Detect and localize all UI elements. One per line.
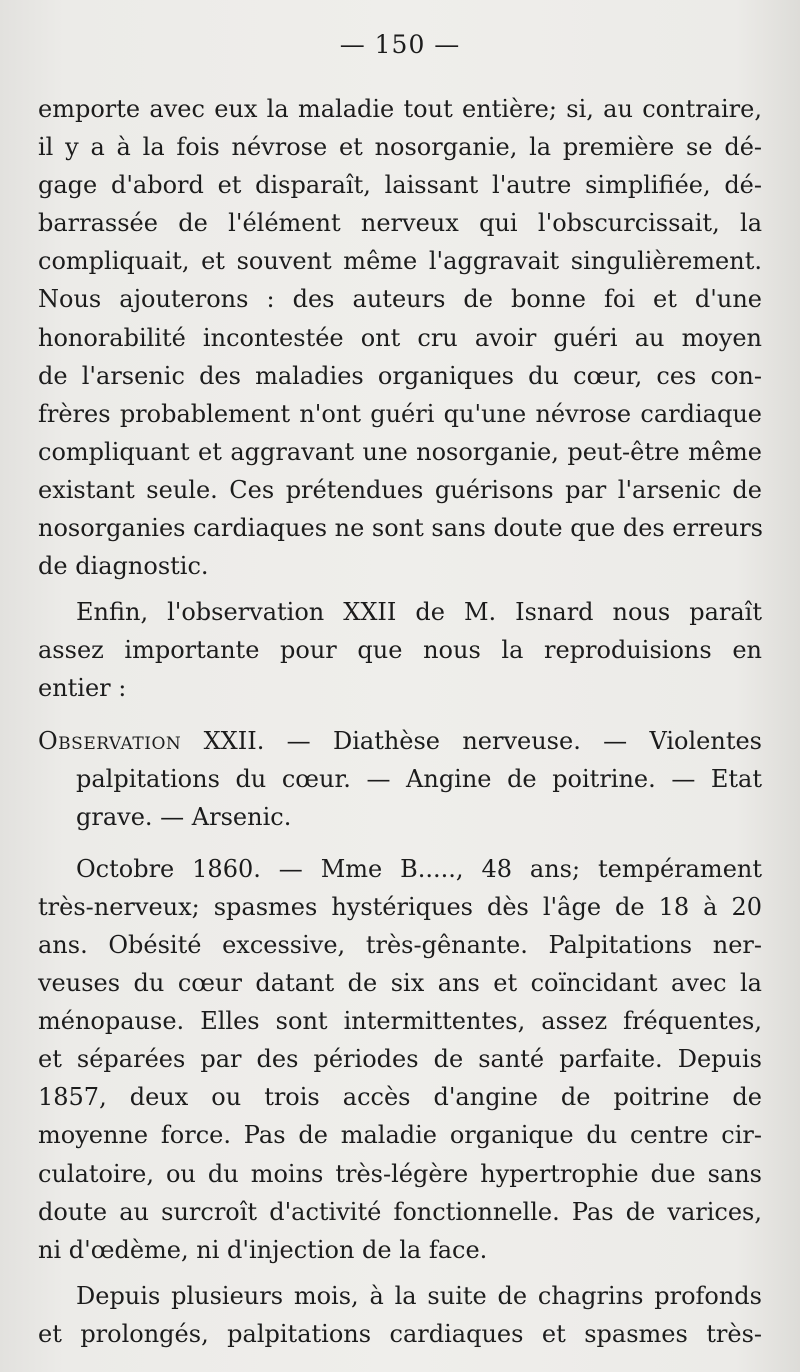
text-line: culatoire, ou du moins très-légère hypertrophie due sans xyxy=(38,1159,762,1188)
page-body xyxy=(38,90,762,1353)
case-paragraph xyxy=(38,1277,762,1353)
text-line: il y a à la fois névrose et nosorganie, la première se dé- xyxy=(38,133,762,162)
text-line: frères probablement n'ont guéri qu'une névrose cardiaque xyxy=(38,399,762,428)
paragraph-intro-observation xyxy=(38,593,762,707)
text-line: de diagnostic. xyxy=(38,552,209,581)
text-line: Octobre 1860. — Mme B....., 48 ans; tempérament xyxy=(76,854,762,883)
text-line: assez importante pour que nous la reproduisions en xyxy=(38,636,762,665)
text-line: gage d'abord et disparaît, laissant l'autre simplifiée, dé- xyxy=(38,171,762,200)
text-line: doute au surcroît d'activité fonctionnelle. Pas de varices, xyxy=(38,1197,762,1226)
text-line: veuses du cœur datant de six ans et coïncidant avec la xyxy=(38,969,762,998)
text-line: moyenne force. Pas de maladie organique du centre cir- xyxy=(38,1121,762,1150)
text-line: très-nerveux; spasmes hystériques dès l'âge de 18 à 20 xyxy=(38,892,762,921)
observation-title-line: palpitations du cœur. — Angine de poitrine. — Etat xyxy=(76,764,762,793)
observation-title-line xyxy=(38,722,762,760)
text-line: emporte avec eux la maladie tout entière; si, au contraire, xyxy=(38,95,762,123)
text-line: ans. Obésité excessive, très-gênante. Palpitations ner- xyxy=(38,930,762,959)
text-line: compliquait, et souvent même l'aggravait singulièrement. xyxy=(38,247,762,276)
text-line: compliquant et aggravant une nosorganie, peut-être même xyxy=(38,437,762,466)
text-line: et prolongés, palpitations cardiaques et spasmes très- xyxy=(38,1319,762,1348)
observation-title-line: grave. — Arsenic. xyxy=(76,802,292,831)
text-line: Depuis plusieurs mois, à la suite de chagrins profonds xyxy=(76,1281,762,1310)
text-line: ni d'œdème, ni d'injection de la face. xyxy=(38,1235,488,1264)
text-line: et séparées par des périodes de santé parfaite. Depuis xyxy=(38,1045,762,1074)
page-number: — 150 — xyxy=(339,30,461,59)
text-line: honorabilité incontestée ont cru avoir guéri au moyen xyxy=(38,323,762,352)
observation-title-rest: XXII. — Diathèse nerveuse. — Violentes xyxy=(203,726,762,755)
text-line: Nous ajouterons : des auteurs de bonne foi et d'une xyxy=(38,285,762,314)
observation-heading xyxy=(38,722,762,836)
text-line: Enfin, l'observation XXII de M. Isnard nous paraît xyxy=(76,598,762,627)
text-line: entier : xyxy=(38,674,127,703)
text-line: 1857, deux ou trois accès d'angine de poitrine de xyxy=(38,1083,762,1112)
observation-label: Observation xyxy=(38,726,182,755)
text-line: nosorganies cardiaques ne sont sans doute que des erreurs xyxy=(38,514,763,543)
text-line: barrassée de l'élément nerveux qui l'obscurcissait, la xyxy=(38,209,762,238)
case-paragraph xyxy=(38,850,762,1269)
paragraph-continuation xyxy=(38,90,762,585)
text-line: existant seule. Ces prétendues guérisons par l'arsenic de xyxy=(38,475,762,504)
text-line: ménopause. Elles sont intermittentes, assez fréquentes, xyxy=(38,1007,762,1036)
text-line: de l'arsenic des maladies organiques du cœur, ces con- xyxy=(38,361,762,390)
